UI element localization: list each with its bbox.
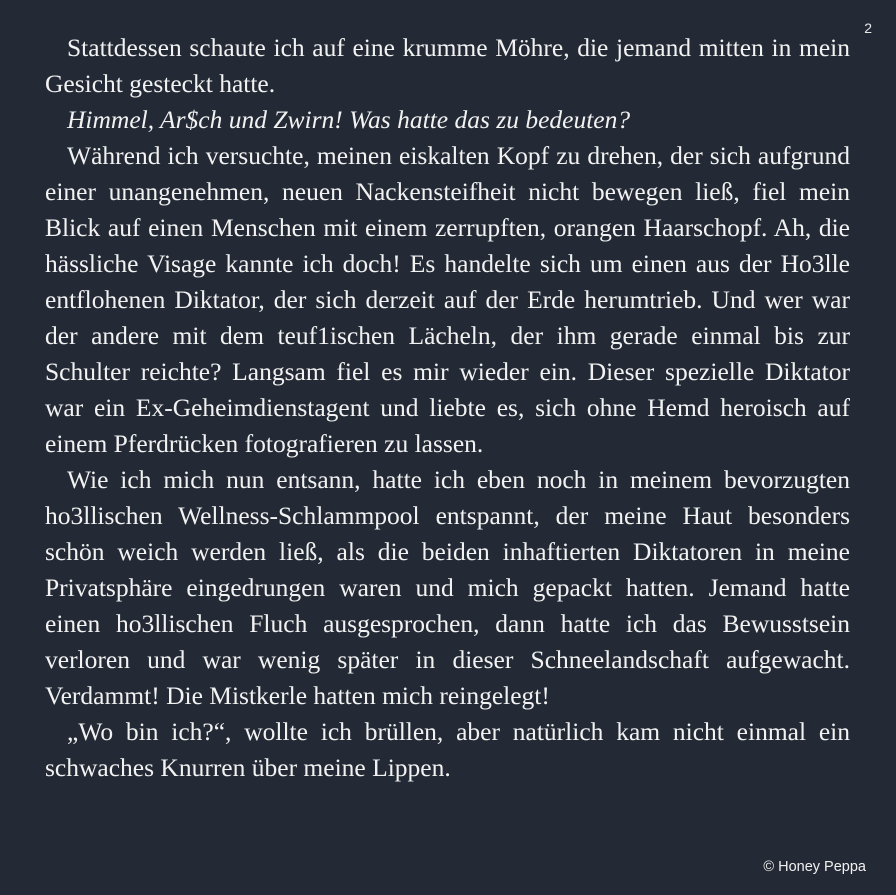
- copyright-notice: © Honey Peppa: [763, 859, 866, 875]
- paragraph-2-thought: Himmel, Ar$ch und Zwirn! Was hatte das zu bedeuten?: [67, 105, 631, 134]
- paragraph-1: Stattdessen schaute ich auf eine krumme Möhre, die jemand mitten in mein Gesicht gesteckt hatte.: [45, 33, 850, 98]
- paragraph-5: „Wo bin ich?“, wollte ich brüllen, aber natürlich kam nicht einmal ein schwaches Knurren über meine Lippen.: [45, 717, 850, 782]
- paragraph-4: Wie ich mich nun entsann, hatte ich eben noch in meinem bevorzugten ho3llischen Wellness-Schlammpool entspannt, der meine Haut besonders schön weich werden ließ, als die beiden inhaftierten Diktatoren in meine Privatsphäre eingedrungen waren und mich gepackt hatten. Jemand hatte einen ho3llischen Fluch ausgesprochen, dann hatte ich das Bewusstsein verloren und war wenig später in dieser Schneelandschaft aufgewacht. Verdammt! Die Mistkerle hatten mich reingelegt!: [45, 465, 850, 710]
- story-text: [45, 30, 850, 786]
- page-number: 2: [864, 20, 872, 36]
- paragraph-3: Während ich versuchte, meinen eiskalten Kopf zu drehen, der sich aufgrund einer unangenehmen, neuen Nackensteifheit nicht bewegen ließ, fiel mein Blick auf einen Menschen mit einem zerrupften, orangen Haarschopf. Ah, die hässliche Visage kannte ich doch! Es handelte sich um einen aus der Ho3lle entflohenen Diktator, der sich derzeit auf der Erde herumtrieb. Und wer war der andere mit dem teuf1ischen Lächeln, der ihm gerade einmal bis zur Schulter reichte? Langsam fiel es mir wieder ein. Dieser spezielle Diktator war ein Ex-Geheimdienstagent und liebte es, sich ohne Hemd heroisch auf einem Pferdrücken fotografieren zu lassen.: [45, 141, 850, 458]
